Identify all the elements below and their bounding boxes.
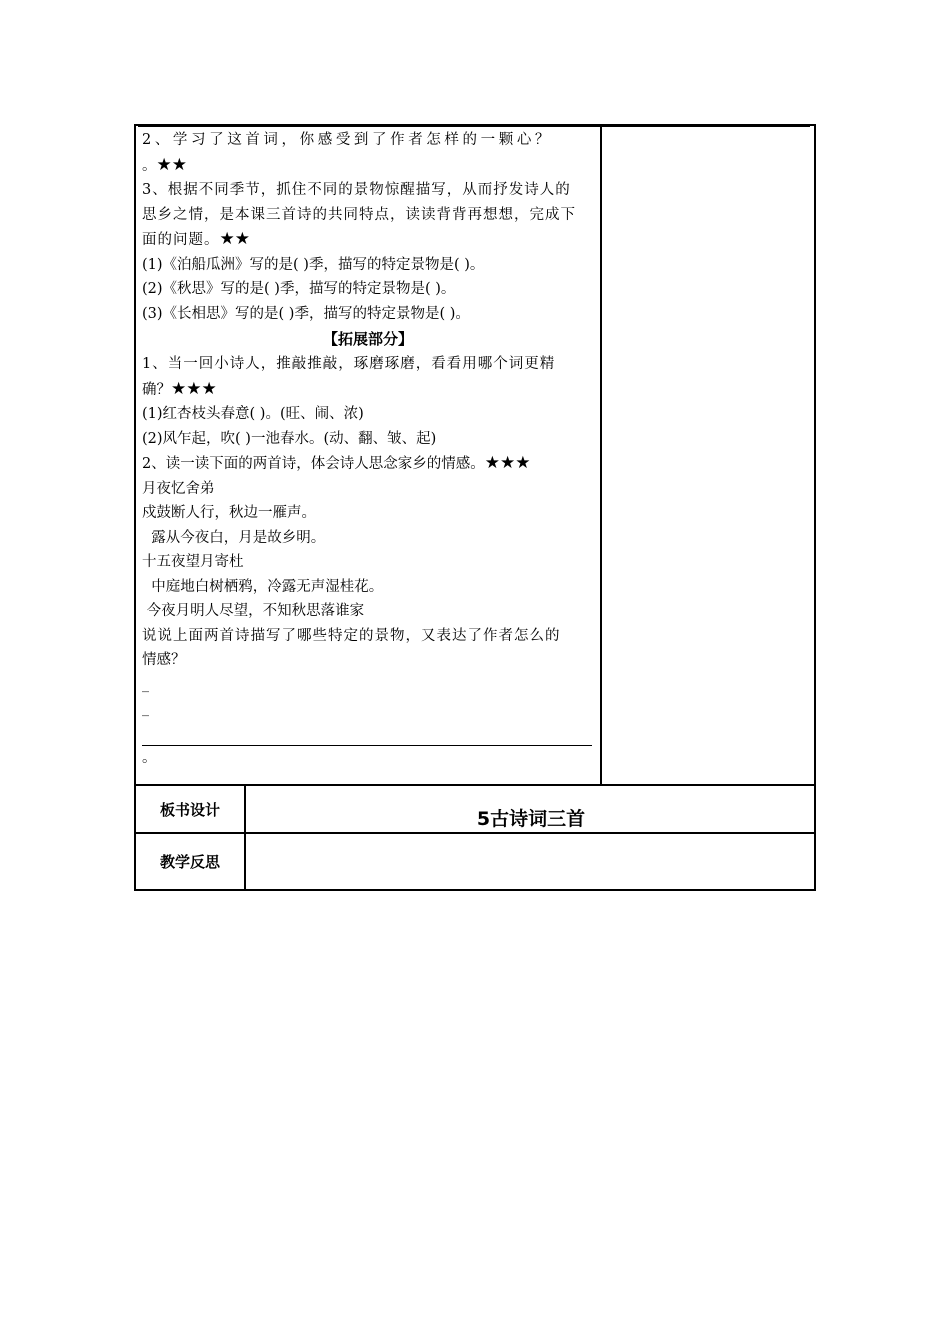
question-2-line-1: 2、学习了这首词，你感受到了作者怎样的一颗心？ bbox=[142, 132, 554, 148]
question-3-line-3 bbox=[142, 227, 594, 253]
star-rating-3b: ★★★ bbox=[484, 453, 531, 473]
sub-question-3: (3)《长相思》写的是( )季，描写的特定景物是( )。 bbox=[142, 305, 470, 322]
lesson-content-row bbox=[136, 126, 814, 784]
teaching-reflection-row bbox=[136, 832, 814, 889]
final-question-line-1: 说说上面两首诗描写了哪些特定的景物，又表达了作者怎么的 bbox=[142, 627, 561, 644]
question-2-line-2 bbox=[142, 153, 594, 179]
star-rating-2: ★★ bbox=[156, 154, 187, 175]
question-3-line-1: 3、根据不同季节，抓住不同的景物惊醒描写，从而抒发诗人的 bbox=[142, 182, 571, 198]
question-3-line-2: 思乡之情，是本课三首诗的共同特点，读读背背再想想，完成下 bbox=[142, 206, 576, 223]
exercise-cell bbox=[136, 126, 602, 784]
final-question-line-2: 情感？ bbox=[142, 652, 186, 668]
extension-1-sub-1: (1)红杏枝头春意( )。(旺、闹、浓) bbox=[142, 406, 364, 422]
extension-heading: 【拓展部分】 bbox=[322, 330, 413, 348]
extension-2-text: 2、读一读下面的两首诗，体会诗人思念家乡的情感。 bbox=[142, 456, 485, 472]
lesson-table bbox=[134, 124, 816, 891]
board-design-content bbox=[248, 786, 814, 832]
extension-1-end: 确？ bbox=[142, 381, 171, 398]
poem-1-line-1: 戍鼓断人行，秋边一雁声。 bbox=[142, 505, 316, 521]
sub-question-2: (2)《秋思》写的是( )季，描写的特定景物是( )。 bbox=[142, 281, 456, 297]
sub-question-1: (1)《泊船瓜洲》写的是( )季，描写的特定景物是( )。 bbox=[142, 256, 485, 273]
answer-blank-1: _ bbox=[142, 676, 149, 693]
extension-1-line-1: 1、当一回小诗人，推敲推敲，琢磨琢磨，看看用哪个词更精 bbox=[142, 356, 556, 372]
notes-cell bbox=[602, 126, 814, 784]
teaching-reflection-label: 教学反思 bbox=[136, 834, 246, 889]
answer-blank-2: _ bbox=[142, 700, 149, 717]
poem-1-line-2: 露从今夜白，月是故乡明。 bbox=[142, 529, 326, 546]
question-2-end: 。 bbox=[142, 157, 157, 174]
extension-1-line-2 bbox=[142, 377, 594, 403]
poem-1-title: 月夜忆舍弟 bbox=[142, 480, 215, 497]
poem-2-line-1: 中庭地白树栖鸦，冷露无声湿桂花。 bbox=[142, 578, 384, 595]
poem-2-title: 十五夜望月寄杜 bbox=[142, 554, 244, 570]
board-design-row bbox=[136, 784, 814, 832]
question-3-end: 面的问题。 bbox=[142, 232, 220, 248]
extension-1-sub-2: (2)风乍起，吹( )一池春水。(动、翻、皱、起) bbox=[142, 430, 437, 447]
answer-end-mark: 。 bbox=[142, 749, 157, 766]
extension-2-line-1 bbox=[142, 451, 594, 477]
board-design-label: 板书设计 bbox=[136, 786, 246, 832]
exercise-text bbox=[142, 128, 594, 770]
teaching-reflection-content bbox=[248, 834, 814, 889]
star-rating-3: ★★★ bbox=[171, 378, 217, 399]
answer-line bbox=[142, 721, 592, 746]
board-design-title: 5古诗词三首 bbox=[476, 808, 586, 830]
star-rating-2b: ★★ bbox=[219, 229, 250, 249]
poem-2-line-2: 今夜月明人尽望，不知秋思落谁家 bbox=[142, 603, 365, 619]
